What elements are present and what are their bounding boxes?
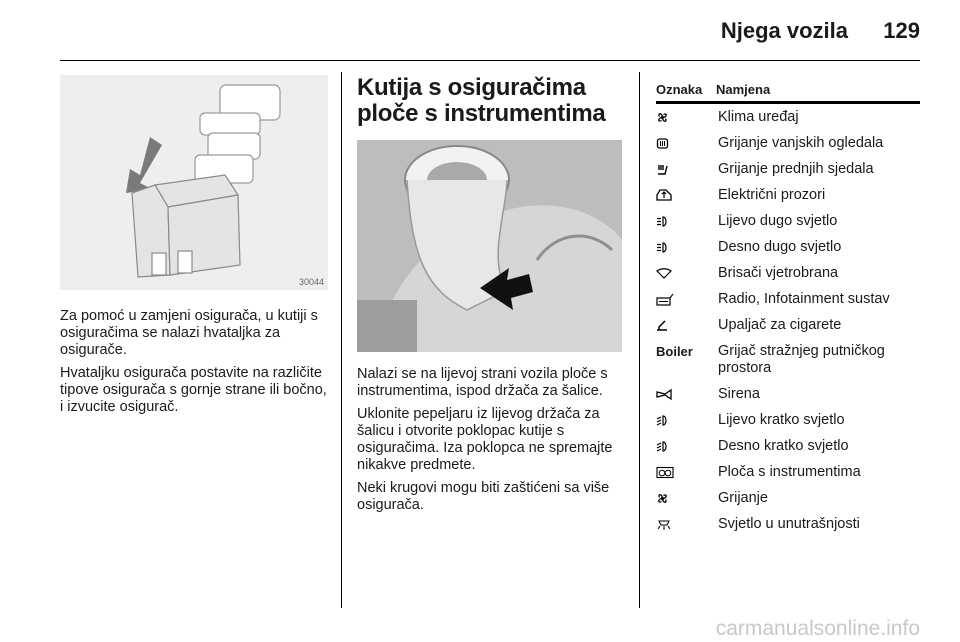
- row-text: Ploča s instrumentima: [718, 464, 861, 480]
- row-text: Električni prozori: [718, 187, 826, 203]
- table-row: [656, 338, 920, 381]
- paragraph: Nalazi se na lijevoj strani vozila ploče s instrumentima, ispod držača za šalice.: [357, 366, 608, 399]
- row-text: Sirena: [718, 386, 760, 402]
- heated-mirror-icon: [656, 135, 718, 152]
- table-row: [656, 485, 920, 511]
- table-row: [656, 312, 920, 338]
- paragraph: Neki krugovi mogu biti zaštićeni sa više osigurača.: [357, 480, 610, 513]
- page-header: [0, 0, 960, 62]
- row-text: Grijanje: [718, 490, 768, 506]
- row-text: Brisači vjetrobrana: [718, 265, 839, 281]
- row-text: Lijevo dugo svjetlo: [718, 213, 838, 229]
- column-divider-right: [639, 72, 640, 608]
- row-text: Lijevo kratko svjetlo: [718, 412, 845, 428]
- heated-seat-icon: [656, 161, 718, 178]
- radio-icon: [656, 291, 718, 308]
- low-beam-left-icon: [656, 412, 718, 429]
- table-row: [656, 511, 920, 537]
- fan-icon: [656, 490, 718, 507]
- fuse-box-location-photo: [357, 140, 622, 352]
- section-header-title: Njega vozila: [720, 18, 848, 43]
- horn-icon: [656, 386, 718, 403]
- row-text: Upaljač za cigarete: [718, 317, 842, 333]
- table-row: [656, 208, 920, 234]
- table-row: [656, 260, 920, 286]
- low-beam-right-icon: [656, 438, 718, 455]
- interior-light-icon: [656, 516, 718, 533]
- paragraph: Za pomoć u zamjeni osigurača, u kutiji s osiguračima se nalazi hvataljka za osigurače.: [60, 308, 318, 358]
- watermark: carmanualsonline.info: [715, 617, 920, 640]
- row-text: Grijač stražnjeg putničkog prostora: [718, 343, 885, 376]
- page-number: 129: [883, 18, 920, 43]
- paragraph: Hvataljku osigurača postavite na različite tipove osigurača s gornje strane ili bočno, i izvucite osigurač.: [60, 365, 327, 415]
- high-beam-right-icon: [656, 239, 718, 256]
- table-row: [656, 156, 920, 182]
- table-row: [656, 130, 920, 156]
- power-window-icon: [656, 187, 718, 204]
- table-row: [656, 459, 920, 485]
- boiler-label: Boiler: [656, 344, 693, 359]
- fuse-table: [656, 75, 920, 537]
- table-header: [656, 82, 920, 104]
- table-row: [656, 234, 920, 260]
- row-text: Radio, Infotainment sustav: [718, 291, 890, 307]
- section-title: Kutija s osiguračima ploče s instrumentima: [357, 74, 606, 127]
- table-row: [656, 433, 920, 459]
- row-text: Svjetlo u unutrašnjosti: [718, 516, 860, 532]
- row-text: Desno kratko svjetlo: [718, 438, 849, 454]
- table-row: [656, 286, 920, 312]
- header-symbol: Oznaka: [656, 82, 703, 97]
- table-row: [656, 182, 920, 208]
- fan-icon: [656, 109, 718, 126]
- fuse-extractor-illustration: [60, 75, 328, 290]
- instrument-panel-icon: [656, 464, 718, 481]
- table-row: [656, 381, 920, 407]
- row-text: Grijanje prednjih sjedala: [718, 161, 874, 177]
- header-purpose: Namjena: [716, 82, 771, 97]
- high-beam-left-icon: [656, 213, 718, 230]
- row-text: Grijanje vanjskih ogledala: [718, 135, 884, 151]
- header-divider: [60, 60, 920, 61]
- row-text: Desno dugo svjetlo: [718, 239, 842, 255]
- row-text: Klima uređaj: [718, 109, 799, 125]
- figure-id: 30044: [298, 277, 324, 287]
- cigarette-lighter-icon: [656, 317, 718, 334]
- column-divider-left: [341, 72, 342, 608]
- left-column: [60, 75, 328, 422]
- table-row: [656, 104, 920, 130]
- table-row: [656, 407, 920, 433]
- paragraph: Uklonite pepeljaru iz lijevog držača za šalicu i otvorite poklopac kutije s osiguračima. Iza poklopca ne spremajte nikakve predmete.: [357, 406, 613, 473]
- middle-column: [357, 75, 627, 520]
- wiper-icon: [656, 265, 718, 282]
